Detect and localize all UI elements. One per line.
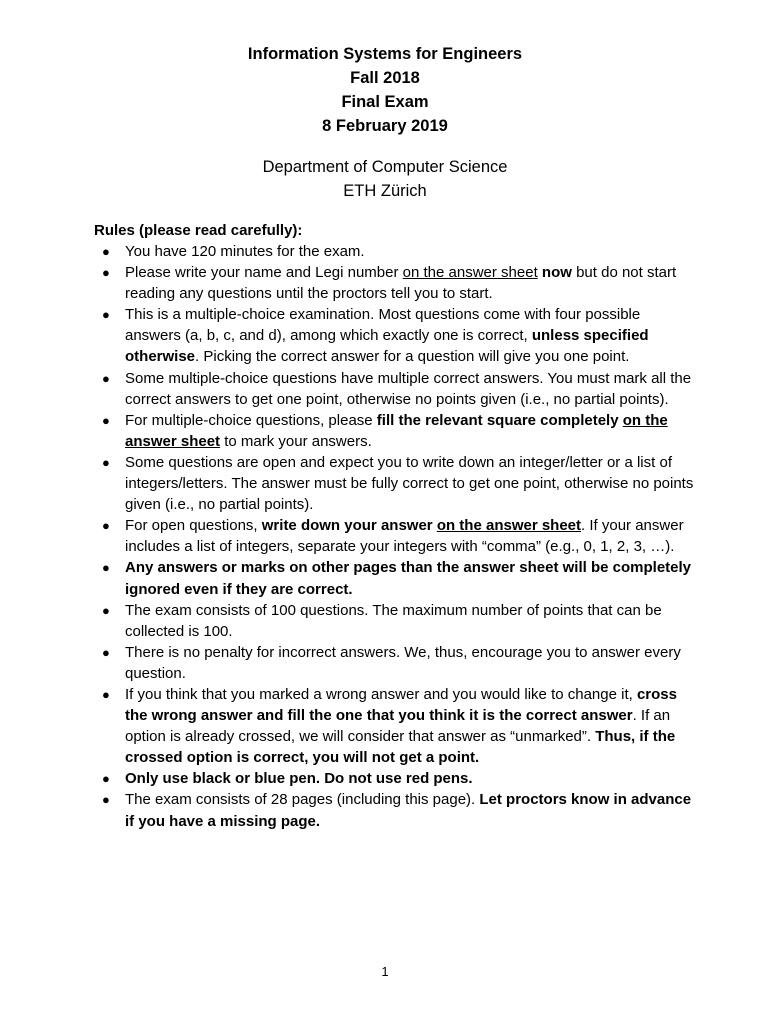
rule-item: ● Some multiple-choice questions have multiple correct answers. You must mark all the correct answers to get one point, otherwise no points given (i.e., no partial points).: [102, 369, 692, 408]
department: Department of Computer Science: [262, 158, 508, 176]
rule-item: [94, 768, 694, 789]
rule-item: ● For multiple-choice questions, please fill the relevant square completely on the answer sheet to mark your answers.: [102, 411, 668, 450]
bullet-icon: ●: [102, 686, 110, 702]
emphasis-bold-underline: on the answer sheet: [436, 517, 582, 535]
rule-item: ● This is a multiple-choice examination. Most questions come with four possible answers (a, b, c, and d), among which exactly one is correct, unless specified otherwise. Picking the correct answer for a question will give you one point.: [102, 306, 649, 366]
bullet-icon: ●: [102, 560, 110, 576]
emphasis-bold: Thus, if the crossed option is correct, you will not get a point.: [125, 728, 676, 767]
exam-title: Final Exam: [341, 93, 429, 111]
rule-item: ● There is no penalty for incorrect answers. We, thus, encourage you to answer every question.: [102, 643, 681, 682]
emphasis-bold: now: [541, 264, 572, 282]
rule-item: ● For open questions, write down your answer on the answer sheet. If your answer includes a list of integers, separate your integers with “comma” (e.g., 0, 1, 2, 3, …).: [102, 517, 684, 556]
exam-header: [0, 42, 770, 138]
bullet-icon: ●: [102, 602, 110, 618]
emphasis-underline: on the answer sheet: [402, 264, 538, 282]
page-number: 1: [381, 964, 389, 979]
bullet-icon: ●: [102, 518, 110, 534]
bullet-icon: ●: [102, 265, 110, 281]
term: Fall 2018: [350, 69, 420, 87]
exam-date: 8 February 2019: [322, 117, 448, 135]
rule-item: ● The exam consists of 28 pages (including this page). Let proctors know in advance if you have a missing page.: [102, 791, 692, 830]
bullet-icon: ●: [102, 792, 110, 808]
bullet-icon: ●: [102, 412, 110, 428]
bullet-icon: ●: [102, 370, 110, 386]
emphasis-bold: write down your answer: [261, 517, 433, 535]
bullet-icon: ●: [102, 244, 110, 259]
rule-item: ● Please write your name and Legi number on the answer sheet now but do not start reading any questions until the proctors tell you to start.: [102, 264, 677, 303]
bullet-icon: ●: [102, 771, 110, 787]
rule-item: ● Some questions are open and expect you to write down an integer/letter or a list of integers/letters. The answer must be fully correct to get one point, otherwise no points given (i.e., no partial points).: [102, 453, 694, 514]
emphasis-bold: Any answers or marks on other pages than the answer sheet will be completely ignored even if they are correct.: [125, 559, 692, 598]
emphasis-bold: Only use black or blue pen. Do not use red pens.: [125, 770, 473, 788]
emphasis-bold: Let proctors know in advance if you have a missing page.: [125, 791, 692, 830]
rule-item: ● The exam consists of 100 questions. The maximum number of points that can be collected is 100.: [102, 601, 662, 640]
rule-item: ● You have 120 minutes for the exam.: [94, 241, 694, 262]
bullet-icon: ●: [102, 307, 110, 323]
institution: ETH Zürich: [343, 182, 427, 200]
emphasis-bold: unless specified otherwise: [125, 327, 649, 366]
emphasis-bold-underline: on the answer sheet: [125, 411, 668, 450]
rules-list: [94, 241, 694, 832]
department-block: [0, 155, 770, 203]
bullet-icon: ●: [102, 644, 110, 660]
rule-item: ● If you think that you marked a wrong answer and you would like to change it, cross the wrong answer and fill the one that you think it is the correct answer. If an option is already crossed, we will consider that answer as “unmarked”. Thus, if the crossed option is correct, you will not get a point.: [102, 685, 677, 767]
emphasis-bold: cross the wrong answer and fill the one that you think it is the correct answer: [125, 685, 677, 725]
bullet-icon: ●: [102, 454, 110, 470]
emphasis-bold: fill the relevant square completely: [376, 411, 619, 429]
rule-item: [94, 557, 694, 599]
course-title: Information Systems for Engineers: [247, 45, 523, 63]
rules-heading: Rules (please read carefully):: [94, 222, 303, 239]
